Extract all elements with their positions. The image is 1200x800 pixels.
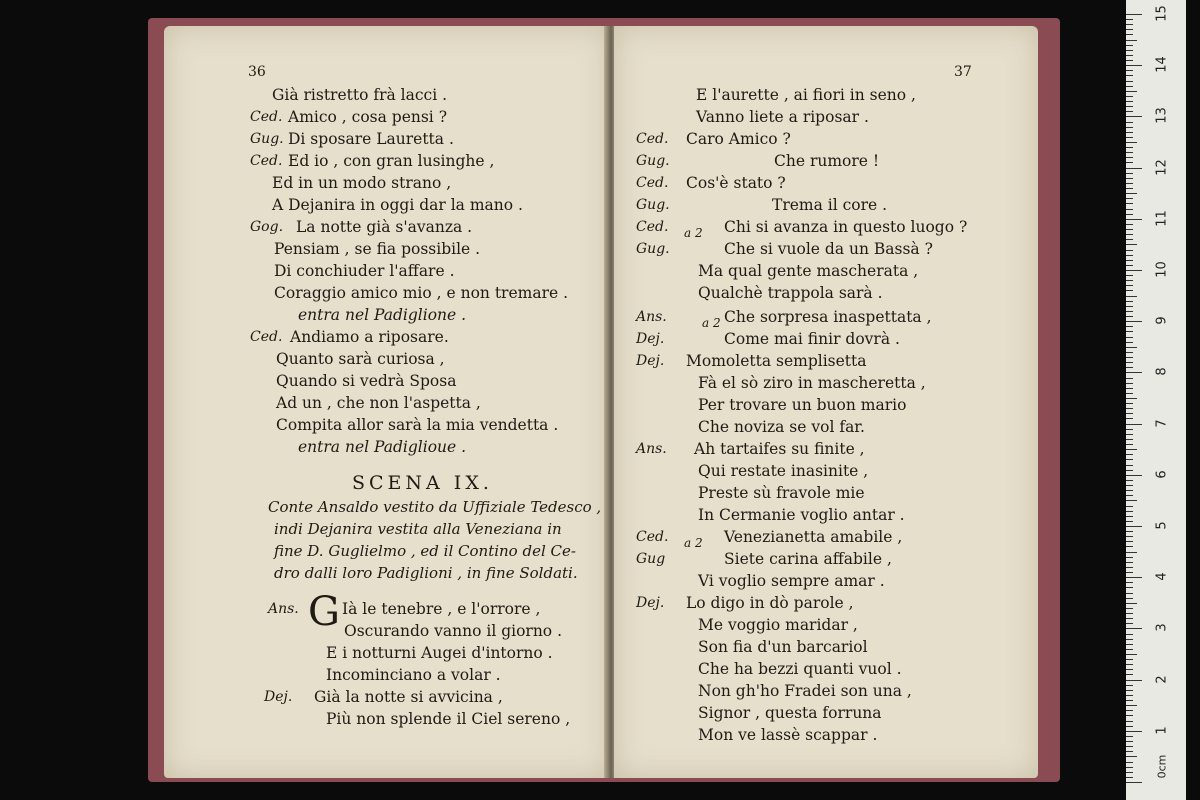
ruler-tick xyxy=(1126,413,1133,414)
ruler-tick xyxy=(1126,710,1133,711)
ruler-tick xyxy=(1126,301,1133,302)
ruler-tick xyxy=(1126,746,1133,747)
right-page xyxy=(614,26,1038,778)
ruler-tick xyxy=(1126,275,1133,276)
text-line: Mon ve lassè scappar . xyxy=(698,726,878,744)
drop-cap: G xyxy=(308,589,340,635)
ruler-tick xyxy=(1126,239,1133,240)
ruler-tick xyxy=(1126,393,1133,394)
ruler-tick xyxy=(1126,311,1133,312)
text-line: Fà el sò ziro in mascheretta , xyxy=(698,374,926,392)
text-line: Trema il core . xyxy=(772,196,888,214)
text-line: Incominciano a volar . xyxy=(326,666,501,684)
ruler-tick xyxy=(1126,244,1137,245)
text-line: Per trovare un buon mario xyxy=(698,396,907,414)
text-line: Come mai finir dovrà . xyxy=(724,330,900,348)
ruler-tick xyxy=(1126,280,1133,281)
text-line: Venezianetta amabile , xyxy=(724,528,903,546)
ruler-tick xyxy=(1126,700,1133,701)
stage-direction: indi Dejanira vestita alla Veneziana in xyxy=(274,520,562,538)
ruler-tick xyxy=(1126,736,1133,737)
ruler-tick xyxy=(1126,86,1133,87)
ruler-tick xyxy=(1126,465,1133,466)
ruler-tick xyxy=(1126,321,1142,322)
ruler-tick xyxy=(1126,731,1142,732)
ruler-tick xyxy=(1126,255,1133,256)
speaker-label: Ced. xyxy=(636,529,669,545)
ruler-number: 10 xyxy=(1154,261,1170,278)
ruler-tick xyxy=(1126,726,1133,727)
text-line: Siete carina affabile , xyxy=(724,550,892,568)
text-line: Vi voglio sempre amar . xyxy=(698,572,885,590)
ruler-tick xyxy=(1126,111,1133,112)
text-line: Caro Amico ? xyxy=(686,130,791,148)
speaker-label: Gog. xyxy=(250,219,284,235)
ruler-tick xyxy=(1126,582,1133,583)
speaker-label: Ced. xyxy=(636,219,669,235)
ruler-tick xyxy=(1126,500,1137,501)
ruler-tick xyxy=(1126,24,1133,25)
ruler-tick xyxy=(1126,777,1133,778)
ruler-tick xyxy=(1126,357,1133,358)
ruler-tick xyxy=(1126,639,1133,640)
ruler-tick xyxy=(1126,337,1133,338)
ruler-number: 15 xyxy=(1154,5,1170,22)
a2-mark: a 2 xyxy=(684,226,703,240)
ruler-number: 9 xyxy=(1154,316,1170,325)
text-line: Qualchè trappola sarà . xyxy=(698,284,883,302)
ruler-tick xyxy=(1126,608,1133,609)
ruler-number: 7 xyxy=(1154,418,1170,428)
ruler-tick xyxy=(1126,224,1133,225)
ruler-tick xyxy=(1126,50,1133,51)
speaker-label: Ced. xyxy=(250,109,283,125)
text-line: Non gh'ho Fradei son una , xyxy=(698,682,912,700)
ruler-tick xyxy=(1126,756,1137,757)
ruler-tick xyxy=(1126,70,1133,71)
text-line: Quanto sarà curiosa , xyxy=(276,350,445,368)
text-line: E i notturni Augei d'intorno . xyxy=(326,644,553,662)
ruler-number: 3 xyxy=(1154,623,1170,633)
ruler-tick xyxy=(1126,782,1142,783)
ruler-tick xyxy=(1126,178,1133,179)
ruler-tick xyxy=(1126,767,1133,768)
ruler-tick xyxy=(1126,429,1133,430)
stage-direction: Conte Ansaldo vestito da Uffiziale Tedesco , xyxy=(268,498,602,516)
ruler-tick xyxy=(1126,91,1137,92)
measuring-ruler xyxy=(1126,0,1186,800)
ruler-tick xyxy=(1126,741,1133,742)
ruler-tick xyxy=(1126,587,1133,588)
text-line: Già la notte si avvicina , xyxy=(314,688,503,706)
ruler-tick xyxy=(1126,572,1133,573)
ruler-tick xyxy=(1126,705,1137,706)
speaker-label: Ans. xyxy=(636,441,667,457)
ruler-tick xyxy=(1126,552,1137,553)
ruler-number: 6 xyxy=(1154,470,1170,479)
ruler-tick xyxy=(1126,444,1133,445)
ruler-tick xyxy=(1126,106,1133,107)
ruler-tick xyxy=(1126,439,1133,440)
ruler-tick xyxy=(1126,306,1133,307)
ruler-tick xyxy=(1126,214,1133,215)
ruler-tick xyxy=(1126,480,1133,481)
speaker-label: Gug. xyxy=(250,131,284,147)
ruler-number: 12 xyxy=(1154,158,1170,176)
ruler-tick xyxy=(1126,372,1142,373)
text-line: Preste sù fravole mie xyxy=(698,484,865,502)
text-line: Vanno liete a riposar . xyxy=(696,108,869,126)
speaker-label: Dej. xyxy=(636,595,665,611)
text-line: Più non splende il Ciel sereno , xyxy=(326,710,571,728)
scene-title: SCENA IX. xyxy=(352,472,493,494)
ruler-tick xyxy=(1126,470,1133,471)
text-line: Che si vuole da un Bassà ? xyxy=(724,240,933,258)
ruler-tick xyxy=(1126,81,1133,82)
ruler-tick xyxy=(1126,562,1133,563)
ruler-tick xyxy=(1126,623,1133,624)
text-line: Di conchiuder l'affare . xyxy=(274,262,455,280)
ruler-tick xyxy=(1126,506,1133,507)
ruler-tick xyxy=(1126,772,1133,773)
text-line: Pensiam , se fia possibile . xyxy=(274,240,481,258)
stage-direction: entra nel Padiglione . xyxy=(298,306,467,324)
text-line: Amico , cosa pensi ? xyxy=(288,108,448,126)
ruler-tick xyxy=(1126,122,1133,123)
ruler-tick xyxy=(1126,546,1133,547)
ruler-tick xyxy=(1126,695,1133,696)
ruler-tick xyxy=(1126,577,1142,578)
text-line: Momoletta semplisetta xyxy=(686,352,867,370)
ruler-tick xyxy=(1126,649,1133,650)
ruler-tick xyxy=(1126,424,1142,425)
ruler-tick xyxy=(1126,290,1133,291)
ruler-tick xyxy=(1126,60,1133,61)
ruler-tick xyxy=(1126,516,1133,517)
ruler-tick xyxy=(1126,40,1137,41)
ruler-tick xyxy=(1126,526,1142,527)
ruler-tick xyxy=(1126,331,1133,332)
ruler-tick xyxy=(1126,408,1133,409)
speaker-label: Dej. xyxy=(636,353,665,369)
text-line: Oscurando vanno il giorno . xyxy=(344,622,562,640)
page-number: 36 xyxy=(248,64,266,80)
text-line: Lo digo in dò parole , xyxy=(686,594,854,612)
text-line: Cos'è stato ? xyxy=(686,174,786,192)
text-line: Ed in un modo strano , xyxy=(272,174,452,192)
ruler-tick xyxy=(1126,352,1133,353)
text-line: La notte già s'avanza . xyxy=(296,218,473,236)
ruler-unit: 0cm xyxy=(1155,754,1169,779)
ruler-tick xyxy=(1126,669,1133,670)
text-line: Che sorpresa inaspettata , xyxy=(724,308,932,326)
text-line: Qui restate inasinite , xyxy=(698,462,869,480)
ruler-tick xyxy=(1126,152,1133,153)
ruler-tick xyxy=(1126,490,1133,491)
ruler-number: 2 xyxy=(1154,674,1170,684)
ruler-tick xyxy=(1126,296,1137,297)
ruler-tick xyxy=(1126,162,1133,163)
ruler-tick xyxy=(1126,234,1133,235)
ruler-tick xyxy=(1126,147,1133,148)
ruler-tick xyxy=(1126,618,1133,619)
ruler-tick xyxy=(1126,326,1133,327)
ruler-tick xyxy=(1126,511,1133,512)
ruler-tick xyxy=(1126,116,1142,117)
ruler-tick xyxy=(1126,75,1133,76)
ruler-tick xyxy=(1126,157,1133,158)
speaker-label: Ans. xyxy=(636,309,667,325)
ruler-tick xyxy=(1126,634,1133,635)
text-line: E l'aurette , ai fiori in seno , xyxy=(696,86,916,104)
text-line: In Cermanie voglio antar . xyxy=(698,506,905,524)
ruler-number: 14 xyxy=(1154,56,1170,73)
ruler-tick xyxy=(1126,598,1133,599)
text-line: Quando si vedrà Sposa xyxy=(276,372,457,390)
ruler-number: 5 xyxy=(1154,521,1170,530)
ruler-tick xyxy=(1126,168,1142,169)
speaker-label: Dej. xyxy=(636,331,665,347)
ruler-tick xyxy=(1126,137,1133,138)
ruler-tick xyxy=(1126,541,1133,542)
ruler-number: 8 xyxy=(1154,367,1170,377)
text-line: Ed io , con gran lusinghe , xyxy=(288,152,495,170)
speaker-label: Gug. xyxy=(636,153,670,169)
ruler-tick xyxy=(1126,449,1137,450)
ruler-tick xyxy=(1126,250,1133,251)
ruler-tick xyxy=(1126,721,1133,722)
ruler-tick xyxy=(1126,690,1133,691)
text-line: Son fia d'un barcariol xyxy=(698,638,868,656)
text-line: Coraggio amico mio , e non tremare . xyxy=(274,284,569,302)
ruler-tick xyxy=(1126,644,1133,645)
ruler-tick xyxy=(1126,316,1133,317)
ruler-tick xyxy=(1126,193,1137,194)
speaker-label: Dej. xyxy=(264,689,293,705)
ruler-tick xyxy=(1126,14,1142,15)
ruler-tick xyxy=(1126,260,1133,261)
ruler-tick xyxy=(1126,654,1137,655)
speaker-label: Ans. xyxy=(268,601,299,617)
ruler-tick xyxy=(1126,219,1142,220)
ruler-tick xyxy=(1126,285,1133,286)
stage-direction: fine D. Guglielmo , ed il Contino del Ce- xyxy=(274,542,576,560)
text-line: A Dejanira in oggi dar la mano . xyxy=(272,196,523,214)
ruler-tick xyxy=(1126,521,1133,522)
speaker-label: Ced. xyxy=(250,329,283,345)
text-line: Che rumore ! xyxy=(774,152,880,170)
text-line: Ma qual gente mascherata , xyxy=(698,262,919,280)
ruler-tick xyxy=(1126,603,1137,604)
ruler-number: 4 xyxy=(1154,572,1170,581)
ruler-tick xyxy=(1126,628,1142,629)
ruler-tick xyxy=(1126,685,1133,686)
text-line: Ad un , che non l'aspetta , xyxy=(276,394,481,412)
ruler-tick xyxy=(1126,132,1133,133)
stage-direction: entra nel Padiglioue . xyxy=(298,438,467,456)
ruler-tick xyxy=(1126,613,1133,614)
ruler-tick xyxy=(1126,362,1133,363)
ruler-tick xyxy=(1126,762,1133,763)
speaker-label: Ced. xyxy=(636,175,669,191)
text-line: Signor , questa forruna xyxy=(698,704,882,722)
ruler-tick xyxy=(1126,434,1133,435)
text-line: Ah tartaifes su finite , xyxy=(694,440,865,458)
ruler-tick xyxy=(1126,19,1133,20)
stage-direction: dro dalli loro Padiglioni , in fine Soldati. xyxy=(274,564,578,582)
text-line: Compita allor sarà la mia vendetta . xyxy=(276,416,559,434)
ruler-tick xyxy=(1126,142,1137,143)
text-line: Andiamo a riposare. xyxy=(290,328,449,346)
ruler-tick xyxy=(1126,659,1133,660)
ruler-tick xyxy=(1126,475,1142,476)
a2-mark: a 2 xyxy=(684,536,703,550)
ruler-tick xyxy=(1126,485,1133,486)
speaker-label: Gug. xyxy=(636,197,670,213)
ruler-tick xyxy=(1126,65,1142,66)
ruler-number: 13 xyxy=(1154,107,1170,125)
speaker-label: Ced. xyxy=(636,131,669,147)
ruler-tick xyxy=(1126,188,1133,189)
ruler-tick xyxy=(1126,270,1142,271)
ruler-tick xyxy=(1126,45,1133,46)
ruler-tick xyxy=(1126,403,1133,404)
ruler-tick xyxy=(1126,680,1142,681)
ruler-tick xyxy=(1126,34,1133,35)
ruler-tick xyxy=(1126,454,1133,455)
text-line: Già ristretto frà lacci . xyxy=(272,86,448,104)
ruler-tick xyxy=(1126,418,1133,419)
ruler-tick xyxy=(1126,674,1133,675)
ruler-tick xyxy=(1126,567,1133,568)
ruler-tick xyxy=(1126,531,1133,532)
ruler-tick xyxy=(1126,265,1133,266)
speaker-label: Gug xyxy=(636,551,666,567)
ruler-tick xyxy=(1126,378,1133,379)
speaker-label: Gug. xyxy=(636,241,670,257)
ruler-tick xyxy=(1126,203,1133,204)
ruler-number: 1 xyxy=(1154,726,1170,735)
speaker-label: Ced. xyxy=(250,153,283,169)
ruler-tick xyxy=(1126,29,1133,30)
ruler-tick xyxy=(1126,367,1133,368)
a2-mark: a 2 xyxy=(702,316,721,330)
ruler-tick xyxy=(1126,536,1133,537)
ruler-tick xyxy=(1126,751,1133,752)
text-line: Di sposare Lauretta . xyxy=(288,130,454,148)
ruler-number: 11 xyxy=(1154,210,1170,227)
ruler-tick xyxy=(1126,342,1133,343)
ruler-tick xyxy=(1126,101,1133,102)
text-line: Chi si avanza in questo luogo ? xyxy=(724,218,968,236)
text-line: Me voggio maridar , xyxy=(698,616,858,634)
ruler-tick xyxy=(1126,183,1133,184)
ruler-tick xyxy=(1126,96,1133,97)
ruler-tick xyxy=(1126,229,1133,230)
ruler-tick xyxy=(1126,495,1133,496)
ruler-tick xyxy=(1126,127,1133,128)
ruler-tick xyxy=(1126,209,1133,210)
page-number: 37 xyxy=(954,64,972,80)
ruler-tick xyxy=(1126,715,1133,716)
ruler-tick xyxy=(1126,198,1133,199)
ruler-tick xyxy=(1126,398,1137,399)
ruler-tick xyxy=(1126,664,1133,665)
ruler-tick xyxy=(1126,347,1137,348)
ruler-tick xyxy=(1126,593,1133,594)
text-line: Ià le tenebre , e l'orrore , xyxy=(342,600,541,618)
text-line: Che ha bezzi quanti vuol . xyxy=(698,660,902,678)
ruler-tick xyxy=(1126,459,1133,460)
ruler-tick xyxy=(1126,557,1133,558)
text-line: Che noviza se vol far. xyxy=(698,418,865,436)
ruler-tick xyxy=(1126,388,1133,389)
left-page xyxy=(164,26,610,778)
ruler-tick xyxy=(1126,173,1133,174)
ruler-tick xyxy=(1126,55,1133,56)
ruler-tick xyxy=(1126,383,1133,384)
